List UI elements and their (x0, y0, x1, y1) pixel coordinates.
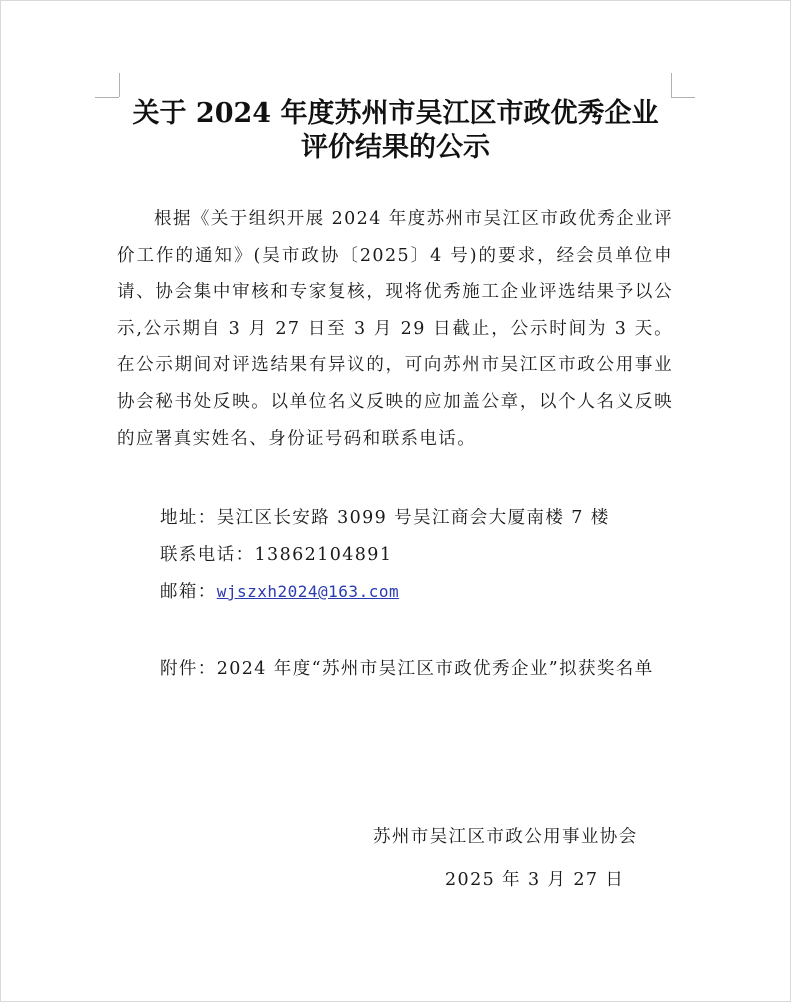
email-label: 邮箱： (160, 582, 217, 602)
address-line (160, 506, 610, 530)
signer-organization: 苏州市吴江区市政公用事业协会 (373, 827, 638, 847)
main-paragraph: 根据《关于组织开展 2024 年度苏州市吴江区市政优秀企业评价工作的通知》(吴市政协〔2025〕4 号)的要求，经会员单位申请、协会集中审核和专家复核，现将优秀施工企业评选结果予以公示,公示期自 3 月 27 日至 3 月 29 日截止，公示时间为 3 天。在公示期间对评选结果有异议的，可向苏州市吴江区市政公用事业协会秘书处反映。以单位名义反映的应加盖公章，以个人名义反映的应署真实姓名、身份证号码和联系电话。 (117, 209, 673, 449)
crop-mark-top-left-vertical (119, 73, 120, 97)
crop-mark-top-right-vertical (671, 73, 672, 97)
email-link[interactable]: wjszxh2024@163.com (216, 582, 400, 601)
attachment-note: 附件：2024 年度“苏州市吴江区市政优秀企业”拟获奖名单 (160, 659, 654, 679)
phone-line (160, 543, 392, 567)
document-title-line2: 评价结果的公示 (301, 132, 490, 163)
document-title-line1: 关于 2024 年度苏州市吴江区市政优秀企业 (132, 98, 659, 129)
signature-date: 2025 年 3 月 27 日 (445, 870, 625, 890)
address-label: 地址： (160, 508, 217, 528)
address-value: 吴江区长安路 3099 号吴江商会大厦南楼 7 楼 (216, 508, 610, 528)
phone-value: 13862104891 (254, 545, 393, 565)
email-line (160, 580, 399, 604)
phone-label: 联系电话： (160, 545, 255, 565)
